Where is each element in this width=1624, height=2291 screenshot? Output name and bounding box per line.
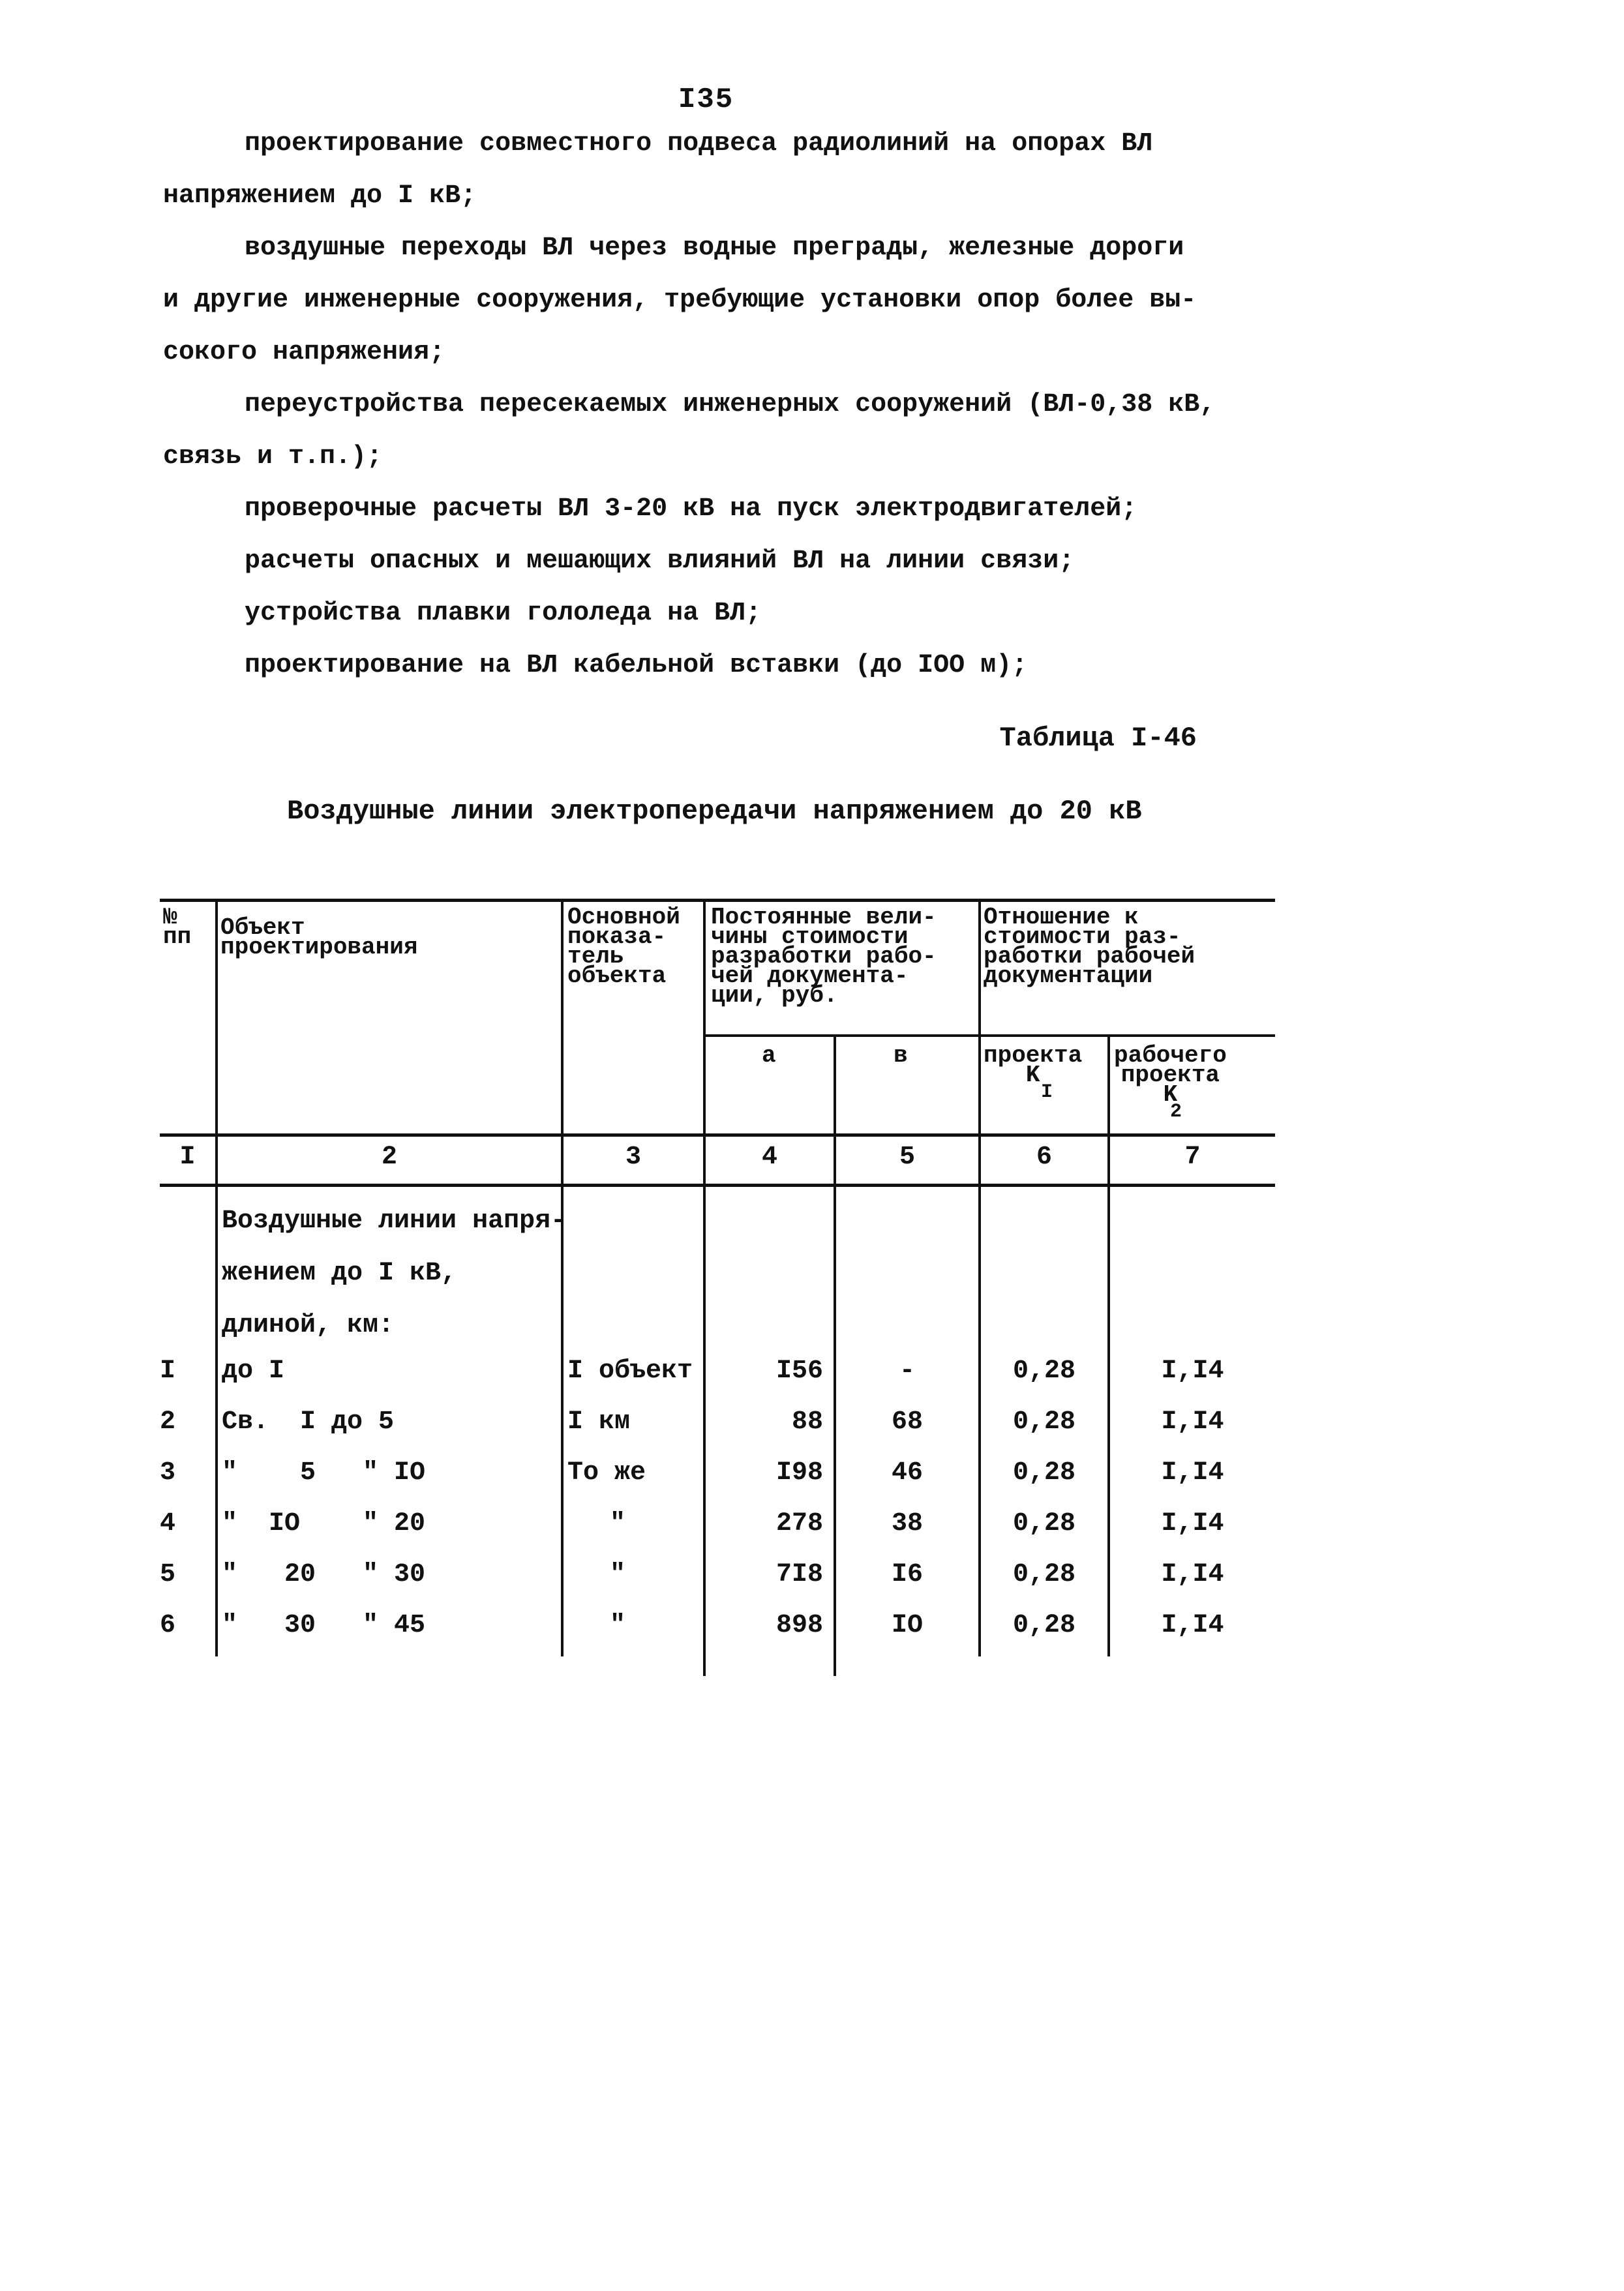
column-number-7: 7 [1184, 1143, 1201, 1172]
paragraph-line: расчеты опасных и мешающих влияний ВЛ на линии связи; [245, 547, 1075, 576]
row-a: 88 [791, 1407, 823, 1437]
table-vline-5 [978, 900, 981, 1656]
header-sub-k1: проекта K [984, 1042, 1083, 1088]
table-title: Воздушные линии электропередачи напряжением до 20 кВ [287, 796, 1142, 827]
row-k1: 0,28 [1012, 1356, 1075, 1386]
column-number-1: I [179, 1143, 196, 1172]
table-top-rule [160, 899, 1275, 902]
row-k1: 0,28 [1012, 1509, 1075, 1538]
row-a: I98 [775, 1458, 823, 1488]
column-number-6: 6 [1036, 1143, 1052, 1172]
paragraph-line: воздушные переходы ВЛ через водные преграды, железные дороги [245, 233, 1184, 263]
row-k1: 0,28 [1012, 1407, 1075, 1437]
row-b: 38 [891, 1509, 923, 1538]
group-title-line: жением до I кВ, [222, 1259, 457, 1288]
row-k2: I,I4 [1161, 1356, 1224, 1386]
paragraph-line: устройства плавки гололеда на ВЛ; [245, 599, 762, 628]
group-title-line: длиной, км: [222, 1311, 395, 1340]
row-a: 898 [775, 1611, 823, 1640]
row-b: IO [891, 1611, 923, 1640]
header-constants: Постоянные вели- чины стоимости разработки рабо- чей документа- ции, руб. [711, 904, 937, 1009]
row-number: 6 [160, 1611, 176, 1640]
row-k2: I,I4 [1161, 1509, 1224, 1538]
page-number: I35 [678, 83, 734, 116]
table-label: Таблица I-46 [999, 723, 1197, 754]
paragraph-line: проектирование на ВЛ кабельной вставки (до IOO м); [245, 651, 1028, 680]
row-number: 2 [160, 1407, 176, 1437]
row-unit: " [610, 1560, 626, 1589]
row-b: 68 [891, 1407, 923, 1437]
row-unit: " [610, 1509, 626, 1538]
row-object: " 5 " IO [222, 1458, 426, 1488]
row-k2: I,I4 [1161, 1611, 1224, 1640]
header-number: № пп [163, 904, 192, 950]
header-sub-a: а [762, 1042, 776, 1069]
column-number-4: 4 [761, 1143, 777, 1172]
row-a: I56 [775, 1356, 823, 1386]
column-number-2: 2 [381, 1143, 397, 1172]
table-vline-2 [561, 900, 564, 1656]
row-k2: I,I4 [1161, 1560, 1224, 1589]
header-sub-k1-index: I [1041, 1081, 1053, 1103]
row-number: I [160, 1356, 176, 1386]
header-indicator: Основной показа- тель объекта [567, 904, 680, 989]
paragraph-line: и другие инженерные сооружения, требующие установки опор более вы- [163, 286, 1197, 315]
row-number: 3 [160, 1458, 176, 1488]
row-unit: " [610, 1611, 626, 1640]
header-sub-b: в [894, 1042, 908, 1069]
header-ratio: Отношение к стоимости раз- работки рабочей документации [984, 904, 1195, 989]
table-vline-1 [215, 900, 218, 1656]
row-object: " IO " 20 [222, 1509, 426, 1538]
header-sub-k2: рабочего проекта K [1114, 1042, 1227, 1108]
paragraph-line: проектирование совместного подвеса радиолиний на опорах ВЛ [245, 129, 1153, 158]
row-unit: То же [567, 1458, 646, 1488]
row-object: до I [222, 1356, 285, 1386]
row-b: I6 [891, 1560, 923, 1589]
row-k2: I,I4 [1161, 1407, 1224, 1437]
row-object: Св. I до 5 [222, 1407, 395, 1437]
paragraph-line: проверочные расчеты ВЛ 3-20 кВ на пуск электродвигателей; [245, 494, 1137, 524]
row-k2: I,I4 [1161, 1458, 1224, 1488]
row-a: 278 [775, 1509, 823, 1538]
row-unit: I км [567, 1407, 631, 1437]
row-number: 4 [160, 1509, 176, 1538]
row-object: " 30 " 45 [222, 1611, 426, 1640]
group-title-line: Воздушные линии напря- [222, 1206, 567, 1236]
paragraph-line: переустройства пересекаемых инженерных сооружений (ВЛ-0,38 кВ, [245, 390, 1216, 419]
row-b: 46 [891, 1458, 923, 1488]
column-number-5: 5 [899, 1143, 915, 1172]
row-number: 5 [160, 1560, 176, 1589]
table-subheader-rule [704, 1034, 1275, 1037]
paragraph-line: связь и т.п.); [163, 442, 383, 472]
row-unit: I объект [567, 1356, 693, 1386]
column-number-3: 3 [625, 1143, 641, 1172]
paragraph-line: напряжением до I кВ; [163, 181, 477, 211]
header-object: Объект проектирования [220, 914, 418, 961]
paragraph-line: сокого напряжения; [163, 338, 445, 367]
header-sub-k2-index: 2 [1170, 1101, 1182, 1123]
row-a: 7I8 [775, 1560, 823, 1589]
row-k1: 0,28 [1012, 1458, 1075, 1488]
row-k1: 0,28 [1012, 1560, 1075, 1589]
row-b: - [899, 1356, 915, 1386]
row-k1: 0,28 [1012, 1611, 1075, 1640]
row-object: " 20 " 30 [222, 1560, 426, 1589]
